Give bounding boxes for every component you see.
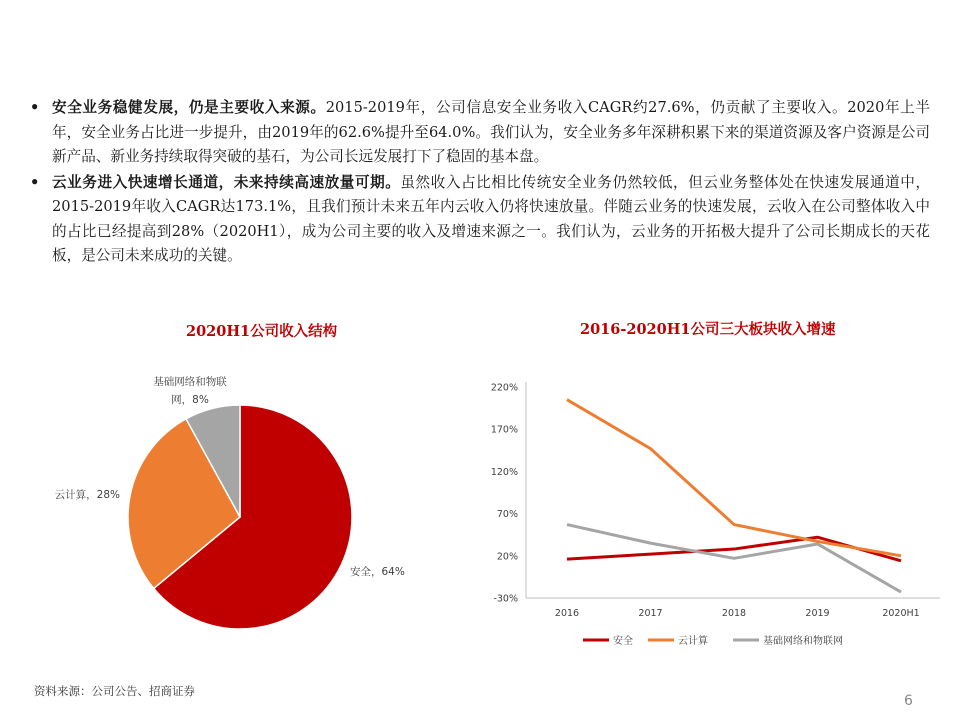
bullet-item bbox=[30, 96, 930, 170]
y-tick-label: 220% bbox=[490, 382, 518, 394]
pie-chart-title: 2020H1公司收入结构 bbox=[186, 323, 338, 340]
bullet-lead: 安全业务稳健发展，仍是主要收入来源。 bbox=[52, 99, 326, 116]
x-tick-label: 2019 bbox=[805, 608, 830, 619]
source-note: 资料来源：公司公告、招商证券 bbox=[34, 684, 195, 698]
x-tick-label: 2018 bbox=[721, 608, 747, 619]
x-tick-label: 2020H1 bbox=[882, 608, 920, 619]
line-chart bbox=[478, 360, 958, 660]
pie-label: 基础网络和物联 bbox=[153, 376, 227, 388]
bullet-item bbox=[30, 171, 930, 269]
legend-label: 基础网络和物联网 bbox=[763, 636, 843, 647]
bullet-text: 2015-2019年，公司信息安全业务收入CAGR约27.6%，仍贡献了主要收入。2020年上半年，安全业务占比进一步提升，由2019年的62.6%提升至64.0%。我们认为，安全业务多年深耕积累下来的渠道资源及客户资源是公司新产品、新业务持续取得突破的基石，为公司长远发展打下了稳固的基本盘。 bbox=[52, 99, 930, 165]
bullet-list bbox=[30, 96, 930, 270]
pie-label: 网，8% bbox=[171, 394, 209, 406]
series-line-2 bbox=[567, 525, 901, 593]
bullet-dot-icon: • bbox=[30, 173, 40, 191]
bullet-text: 虽然收入占比相比传统安全业务仍然较低，但云业务整体处在快速发展通道中，2015-2019年收入CAGR达173.1%，且我们预计未来五年内云收入仍将快速放量。伴随云业务的快速发展，云收入在公司整体收入中的占比已经提高到28%（2020H1），成为公司主要的收入及增速来源之一。我们认为，云业务的开拓极大提升了公司长期成长的天花板，是公司未来成功的关键。 bbox=[52, 173, 930, 264]
bullet-lead: 云业务进入快速增长通道，未来持续高速放量可期。 bbox=[52, 173, 401, 191]
pie-chart bbox=[0, 360, 480, 680]
pie-label: 云计算，28% bbox=[54, 489, 120, 501]
line-chart-title: 2016-2020H1公司三大板块收入增速 bbox=[580, 321, 836, 338]
y-tick-label: 20% bbox=[496, 551, 518, 563]
bullet-dot-icon: • bbox=[30, 99, 40, 116]
page-number: 6 bbox=[904, 693, 913, 709]
y-tick-label: 70% bbox=[496, 509, 518, 521]
y-tick-label: 120% bbox=[490, 466, 518, 478]
y-tick-label: -30% bbox=[493, 593, 518, 605]
pie-label: 安全，64% bbox=[350, 566, 405, 578]
series-line-1 bbox=[567, 400, 901, 556]
y-tick-label: 170% bbox=[490, 424, 518, 436]
x-tick-label: 2017 bbox=[638, 608, 663, 619]
legend-label: 安全 bbox=[613, 636, 633, 647]
legend-label: 云计算 bbox=[678, 636, 708, 647]
x-tick-label: 2016 bbox=[554, 608, 580, 619]
